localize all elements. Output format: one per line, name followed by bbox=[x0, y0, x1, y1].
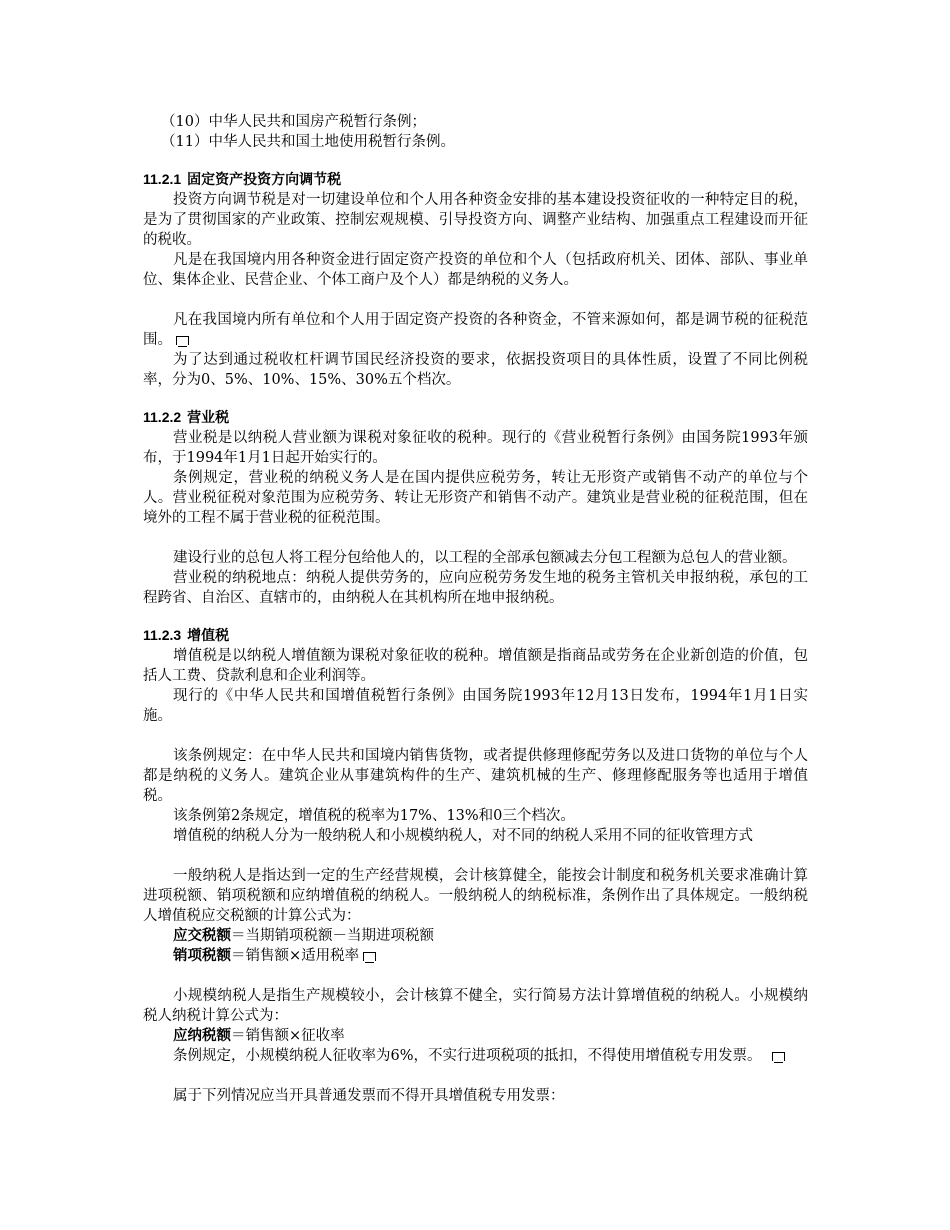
paragraph-text: 条例规定，小规模纳税人征收率为6%，不实行进项税项的抵扣，不得使用增值税专用发票。 bbox=[173, 1048, 762, 1064]
section-heading-11-2-2 bbox=[143, 407, 808, 428]
paragraph: 建设行业的总包人将工程分包给他人的，以工程的全部承包额减去分包工程额为总包人的营业额。 bbox=[173, 550, 797, 566]
section-title: 增值税 bbox=[187, 628, 230, 644]
paragraph: 为了达到通过税收杠杆调节国民经济投资的要求，依据投资项目的具体性质，设置了不同比例税率，分为0、5%、10%、15%、30%五个档次。 bbox=[143, 352, 808, 388]
formula-term: 应交税额 bbox=[173, 927, 231, 944]
spacer bbox=[143, 726, 808, 746]
paragraph: 投资方向调节税是对一切建设单位和个人用各种资金安排的基本建设投资征收的一种特定目的税，是为了贯彻国家的产业政策、控制宏观规模、引导投资方向、调整产业结构、加强重点工程建设而开征的税收。 bbox=[143, 192, 808, 248]
paragraph: 该条例规定：在中华人民共和国境内销售货物，或者提供修理修配劳务以及进口货物的单位与个人都是纳税的义务人。建筑企业从事建筑构件的生产、建筑机械的生产、修理修配服务等也适用于增值税。 bbox=[143, 748, 808, 804]
formula bbox=[143, 1026, 808, 1046]
paragraph: 凡是在我国境内用各种资金进行固定资产投资的单位和个人（包括政府机关、团体、部队、事业单位、集体企业、民营企业、个体工商户及个人）都是纳税的义务人。 bbox=[143, 252, 808, 288]
formula-expr: ＝当期销项税额－当期进项税额 bbox=[231, 928, 434, 944]
paragraph: 条例规定，营业税的纳税义务人是在国内提供应税劳务，转让无形资产或销售不动产的单位与个人。营业税征税对象范围为应税劳务、转让无形资产和销售不动产。建筑业是营业税的征税范围，但在境外的工程不属于营业税的征税范围。 bbox=[143, 470, 808, 526]
paragraph: 营业税是以纳税人营业额为课税对象征收的税种。现行的《营业税暂行条例》由国务院1993年颁布，于1994年1月1日起开始实行的。 bbox=[143, 430, 808, 466]
paragraph-mark-icon bbox=[772, 1052, 785, 1061]
paragraph: 增值税是以纳税人增值额为课税对象征收的税种。增值额是指商品或劳务在企业新创造的价值，包括人工费、贷款利息和企业利润等。 bbox=[143, 648, 808, 684]
paragraph-mark-icon bbox=[363, 952, 376, 961]
section-number: 11.2.2 bbox=[143, 409, 182, 425]
paragraph bbox=[143, 310, 808, 350]
paragraph bbox=[143, 1046, 808, 1066]
section-heading-11-2-1 bbox=[143, 169, 808, 190]
section-heading-11-2-3 bbox=[143, 625, 808, 646]
paragraph-text: 凡在我国境内所有单位和个人用于固定资产投资的各种资金，不管来源如何，都是调节税的征税范围。 bbox=[143, 312, 808, 348]
spacer bbox=[143, 846, 808, 866]
list-item-10: （10）中华人民共和国房产税暂行条例； bbox=[161, 114, 426, 130]
paragraph: 现行的《中华人民共和国增值税暂行条例》由国务院1993年12月13日发布，1994年1月1日实施。 bbox=[143, 688, 808, 724]
paragraph: 一般纳税人是指达到一定的生产经营规模，会计核算健全，能按会计制度和税务机关要求准确计算进项税额、销项税额和应纳增值税的纳税人。一般纳税人的纳税标准，条例作出了具体规定。一般纳税人增值税应交税额的计算公式为： bbox=[143, 868, 808, 924]
section-title: 营业税 bbox=[187, 410, 230, 426]
section-number: 11.2.1 bbox=[143, 171, 182, 187]
formula bbox=[143, 946, 808, 966]
spacer bbox=[143, 528, 808, 548]
spacer bbox=[143, 966, 808, 986]
paragraph-mark-icon bbox=[176, 336, 189, 345]
spacer bbox=[143, 1066, 808, 1086]
paragraph: 小规模纳税人是指生产规模较小，会计核算不健全，实行简易方法计算增值税的纳税人。小规模纳税人纳税计算公式为： bbox=[143, 988, 808, 1024]
paragraph: 该条例第2条规定，增值税的税率为17%、13%和0三个档次。 bbox=[173, 808, 575, 824]
formula-expr: ＝销售额×征收率 bbox=[231, 1028, 345, 1044]
document-page bbox=[143, 112, 808, 1106]
spacer bbox=[143, 290, 808, 310]
paragraph: 增值税的纳税人分为一般纳税人和小规模纳税人，对不同的纳税人采用不同的征收管理方式 bbox=[173, 828, 753, 844]
formula-term: 应纳税额 bbox=[173, 1027, 231, 1044]
section-title: 固定资产投资方向调节税 bbox=[187, 172, 342, 188]
paragraph: 属于下列情况应当开具普通发票而不得开具增值税专用发票： bbox=[173, 1088, 565, 1104]
section-number: 11.2.3 bbox=[143, 627, 182, 643]
formula-expr: ＝销售额×适用税率 bbox=[231, 948, 360, 964]
formula-term: 销项税额 bbox=[173, 947, 231, 964]
formula bbox=[143, 926, 808, 946]
list-item-11: （11）中华人民共和国土地使用税暂行条例。 bbox=[161, 134, 455, 150]
paragraph: 营业税的纳税地点：纳税人提供劳务的，应向应税劳务发生地的税务主管机关申报纳税，承包的工程跨省、自治区、直辖市的，由纳税人在其机构所在地申报纳税。 bbox=[143, 570, 808, 606]
